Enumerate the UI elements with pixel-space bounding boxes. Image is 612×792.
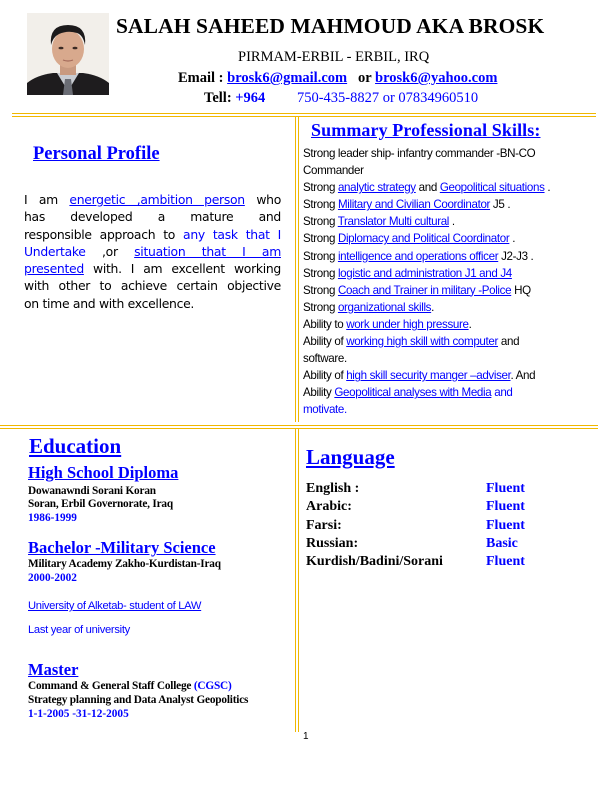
highlight-link[interactable]: logistic and administration J1 and J4 [337, 266, 512, 280]
language-row-kurdish [306, 554, 566, 572]
high-school-location: Soran, Erbil Governorate, Iraq [28, 498, 173, 510]
skills-heading: Summary Professional Skills: [311, 120, 541, 140]
phone-country-code: +964 [235, 90, 266, 106]
text-segment: Ability [303, 386, 335, 400]
language-row-russian [306, 536, 566, 554]
highlight-link[interactable]: work under high pressure [346, 317, 469, 331]
text-segment: and [491, 386, 513, 400]
text-segment: . [468, 317, 472, 331]
phone-line [204, 90, 478, 107]
text-line [24, 208, 281, 225]
master-focus: Strategy planning and Data Analyst Geopolitics [28, 694, 249, 706]
text-segment: Undertake [24, 243, 86, 259]
high-school-years: 1986-1999 [28, 512, 77, 524]
degree-master: Master [28, 660, 79, 679]
email-link-gmail[interactable]: brosk6@gmail.com [227, 70, 348, 86]
email-link-yahoo[interactable]: brosk6@yahoo.com [375, 70, 498, 86]
text-line [303, 282, 603, 299]
text-segment: with. I am excellent working [83, 261, 281, 277]
highlight-link[interactable]: organizational skills [337, 300, 432, 314]
highlight-link[interactable]: high skill security manger –adviser [346, 369, 511, 383]
education-heading: Education [29, 434, 122, 458]
highlight-link[interactable]: presented [24, 261, 84, 277]
text-line [24, 260, 281, 277]
text-segment: Strong leader ship- infantry commander -BN-CO [303, 147, 536, 160]
degree-high-school: High School Diploma [28, 463, 179, 482]
language-row-arabic [306, 499, 566, 517]
text-line [303, 196, 603, 213]
text-line [303, 401, 603, 418]
phone-numbers: 750-435-8827 or 07834960510 [296, 90, 479, 106]
text-segment: . [509, 232, 516, 246]
text-segment: who [244, 192, 281, 207]
candidate-name: SALAH SAHEED MAHMOUD AKA BROSK [116, 14, 545, 38]
language-level: Fluent [486, 499, 525, 514]
text-segment: and [498, 335, 520, 349]
email-line [178, 70, 497, 87]
skills-list [303, 145, 603, 419]
high-school-institution: Dowanawndi Sorani Koran [28, 485, 156, 497]
master-institution-abbr: (CGSC) [193, 680, 232, 692]
language-level: Fluent [486, 554, 525, 569]
text-segment: Ability of [303, 369, 347, 383]
text-segment: HQ [511, 283, 531, 297]
master-institution [28, 680, 232, 693]
text-segment: Strong [303, 198, 338, 212]
university-link[interactable]: University of Alketab- student of LAW [28, 600, 202, 612]
text-segment: has developed a mature and [24, 209, 281, 225]
text-line [303, 333, 603, 350]
text-segment: Ability to [303, 317, 347, 331]
profile-photo [27, 13, 109, 95]
text-segment: Commander [303, 164, 364, 178]
text-line [303, 162, 603, 179]
text-line [24, 226, 281, 243]
text-segment: J2-J3 . [498, 249, 534, 263]
text-segment: Strong [303, 300, 338, 314]
highlight-link[interactable]: working high skill with computer [346, 335, 499, 349]
highlight-link[interactable]: analytic strategy [337, 181, 416, 195]
text-segment: Strong [303, 283, 338, 297]
text-segment: Ability of [303, 335, 347, 349]
text-segment: Strong [303, 215, 338, 229]
column-divider-bottom [295, 429, 299, 732]
text-line [303, 350, 603, 367]
university-status: Last year of university [28, 624, 130, 636]
personal-profile-text [24, 191, 281, 312]
highlight-link[interactable]: energetic ,ambition person [69, 192, 245, 207]
text-line [24, 277, 281, 294]
person-portrait-icon [27, 13, 109, 95]
text-line [303, 367, 603, 384]
text-segment: . [544, 181, 551, 195]
text-segment: responsible approach to [24, 226, 184, 242]
language-level: Basic [486, 536, 518, 551]
highlight-link[interactable]: intelligence and operations officer [337, 249, 499, 263]
text-segment: . [431, 300, 434, 314]
language-name: Farsi: [306, 518, 342, 533]
text-segment: Strong [303, 181, 338, 195]
text-segment: motivate. [303, 403, 347, 417]
text-segment: software. [303, 352, 347, 366]
highlight-link[interactable]: Military and Civilian Coordinator [337, 198, 491, 212]
language-level: Fluent [486, 518, 525, 533]
text-segment: with other to achieve certain objective [24, 278, 281, 294]
middle-divider [0, 425, 598, 429]
text-segment: Strong [303, 249, 338, 263]
address: PIRMAM-ERBIL - ERBIL, IRQ [238, 49, 430, 65]
page-number: 1 [303, 731, 309, 742]
text-segment: Strong [303, 232, 338, 246]
email-label: Email : [178, 70, 228, 86]
highlight-link[interactable]: Geopolitical situations [439, 181, 545, 195]
text-line [303, 213, 603, 230]
language-name: Arabic: [306, 499, 352, 514]
text-line [303, 265, 603, 282]
text-segment: and [415, 181, 440, 195]
degree-bachelor: Bachelor -Military Science [28, 538, 216, 557]
top-divider [12, 113, 596, 117]
text-line [303, 299, 603, 316]
language-heading: Language [306, 445, 395, 469]
text-line [303, 230, 603, 247]
text-line [303, 179, 603, 196]
language-name: Kurdish/Badini/Sorani [306, 554, 443, 569]
column-divider-top [295, 116, 299, 422]
language-level: Fluent [486, 481, 525, 496]
text-line [24, 191, 281, 208]
text-line [303, 248, 603, 265]
highlight-link[interactable]: Geopolitical analyses with Media [334, 386, 492, 400]
bachelor-institution: Military Academy Zakho-Kurdistan-Iraq [28, 558, 221, 570]
language-name: Russian: [306, 536, 359, 551]
text-segment: on time and with excellence. [24, 295, 195, 311]
language-name: English : [306, 481, 360, 496]
personal-profile-heading: Personal Profile [33, 144, 160, 164]
text-line [303, 145, 603, 162]
master-institution-name: Command & General Staff College [28, 680, 194, 692]
language-row-english [306, 481, 566, 499]
bachelor-years: 2000-2002 [28, 572, 77, 584]
text-segment: Strong [303, 266, 338, 280]
text-segment: any task that I [183, 226, 281, 242]
highlight-link[interactable]: Diplomacy and Political Coordinator [337, 232, 510, 246]
language-row-farsi [306, 518, 566, 536]
email-separator: or [357, 70, 372, 86]
text-line [303, 384, 603, 401]
highlight-link[interactable]: Translator Multi cultural [337, 215, 450, 229]
highlight-link[interactable]: Coach and Trainer in military -Police [337, 283, 512, 297]
text-segment: . And [510, 369, 536, 383]
text-line [303, 316, 603, 333]
text-segment: ,or [85, 243, 135, 259]
highlight-link[interactable]: situation that I am [134, 243, 281, 259]
master-dates: 1-1-2005 -31-12-2005 [28, 708, 129, 720]
text-segment: J5 . [490, 198, 511, 212]
phone-label: Tell: [204, 90, 236, 106]
text-line [24, 295, 281, 312]
text-segment: . [449, 215, 455, 229]
text-segment: I am [24, 192, 70, 207]
text-line [24, 243, 281, 260]
